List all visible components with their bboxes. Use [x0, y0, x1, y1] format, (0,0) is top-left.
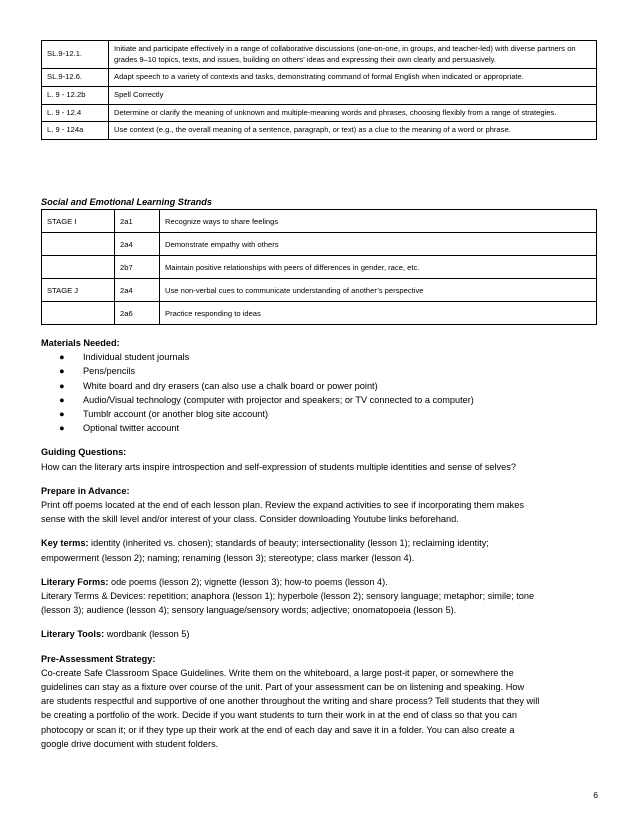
standard-text: Spell Correctly [109, 86, 597, 104]
sel-text: Maintain positive relationships with peers of differences in gender, race, etc. [160, 256, 597, 279]
literary-tools-label: Literary Tools: [41, 629, 105, 640]
literary-tools-text: wordbank (lesson 5) [104, 629, 190, 640]
standard-code: L. 9 - 12.4 [42, 104, 109, 122]
guiding-question: How can the literary arts inspire introspection and self-expression of students multiple identities and sense of selves? [41, 461, 516, 472]
bullet-icon: ● [59, 366, 65, 377]
table-row [42, 302, 597, 325]
list-item-text: Optional twitter account [83, 423, 180, 434]
sel-text: Demonstrate empathy with others [160, 233, 597, 256]
list-item-text: Pens/pencils [83, 366, 136, 377]
sel-text: Practice responding to ideas [160, 302, 597, 325]
standard-text: Use context (e.g., the overall meaning of a sentence, paragraph, or text) as a clue to the meaning of a word or phrase. [109, 122, 597, 140]
lesson-body [41, 336, 601, 751]
literary-devices-line: Literary Terms & Devices: repetition; anaphora (lesson 1); hyperbole (lesson 2); sensory language; metaphor; simile; tone [41, 591, 535, 602]
table-row [42, 256, 597, 279]
pre-assessment-heading: Pre-Assessment Strategy: [41, 653, 156, 664]
bullet-icon: ● [59, 423, 65, 434]
list-item-text: Audio/Visual technology (computer with projector and speakers; or TV connected to a computer) [83, 394, 474, 405]
bullet-icon: ● [59, 409, 65, 420]
standard-code: SL.9-12.6. [42, 69, 109, 87]
sel-stage [42, 233, 115, 256]
pre-assessment-line: google drive document with student folders. [41, 738, 219, 749]
page-number: 6 [593, 790, 598, 800]
materials-heading: Materials Needed: [41, 338, 120, 348]
guiding-heading: Guiding Questions: [41, 447, 127, 458]
list-item [41, 407, 601, 421]
literary-forms-label: Literary Forms: [41, 576, 109, 587]
sel-code: 2b7 [115, 256, 160, 279]
list-item-text: Individual student journals [83, 352, 190, 363]
literary-devices-line: (lesson 3); audience (lesson 4); sensory language/sensory words; adjective; onomatopoeia (lesson 5). [41, 605, 457, 616]
list-item [41, 421, 601, 435]
sel-stage [42, 256, 115, 279]
standard-code: L. 9 - 12.2b [42, 86, 109, 104]
list-item [41, 393, 601, 407]
standard-text: Adapt speech to a variety of contexts and tasks, demonstrating command of formal English when indicated or appropriate. [109, 69, 597, 87]
table-row [42, 233, 597, 256]
list-item [41, 364, 601, 378]
standards-table [41, 40, 597, 140]
table-row [42, 122, 597, 140]
pre-assessment-line: are students respectful and supportive of one another throughout the writing and share process? Tell students that they will [41, 696, 540, 707]
literary-forms-text: ode poems (lesson 2); vignette (lesson 3); how-to poems (lesson 4). [108, 576, 388, 587]
sel-code: 2a4 [115, 233, 160, 256]
sel-code: 2a1 [115, 210, 160, 233]
list-item [41, 350, 601, 364]
key-terms-line: identity (inherited vs. chosen); standards of beauty; intersectionality (lesson 1); reclaiming identity; [88, 538, 489, 549]
key-terms-label: Key terms: [41, 538, 89, 549]
table-row [42, 210, 597, 233]
list-item-text: White board and dry erasers (can also use a chalk board or power point) [83, 380, 378, 391]
sel-section-title: Social and Emotional Learning Strands [41, 197, 213, 207]
pre-assessment-line: be creating a portfolio of the work. Decide if you want students to turn their work in at the end of class so that you can [41, 710, 517, 721]
key-terms-line: empowerment (lesson 2); naming; renaming (lesson 3); stereotype; class marker (lesson 4). [41, 552, 415, 563]
table-row [42, 104, 597, 122]
sel-code: 2a6 [115, 302, 160, 325]
sel-text: Use non-verbal cues to communicate understanding of another’s perspective [160, 279, 597, 302]
standard-code: SL.9-12.1. [42, 41, 109, 69]
standard-text: Determine or clarify the meaning of unknown and multiple-meaning words and phrases, choosing flexibly from a range of strategies. [109, 104, 597, 122]
sel-text: Recognize ways to share feelings [160, 210, 597, 233]
prepare-line: sense with the skill level and/or interest of your class. Consider downloading Youtube links beforehand. [41, 514, 459, 525]
prepare-line: Print off poems located at the end of each lesson plan. Review the expand activities to see if incorporating them makes [41, 500, 524, 511]
prepare-heading: Prepare in Advance: [41, 485, 130, 496]
sel-stage [42, 302, 115, 325]
materials-list [41, 350, 601, 435]
table-row [42, 69, 597, 87]
list-item [41, 379, 601, 393]
bullet-icon: ● [59, 380, 65, 391]
sel-table [41, 209, 597, 325]
table-row [42, 41, 597, 69]
table-row [42, 86, 597, 104]
sel-stage: STAGE I [42, 210, 115, 233]
pre-assessment-line: guidelines can stay as a fixture over course of the unit. Part of your assessment can be on listening and speaking. How [41, 682, 525, 693]
sel-stage: STAGE J [42, 279, 115, 302]
sel-code: 2a4 [115, 279, 160, 302]
standard-code: L. 9 - 124a [42, 122, 109, 140]
pre-assessment-line: Co-create Safe Classroom Space Guidelines. Write them on the whiteboard, a large post-it paper, or somewhere the [41, 667, 514, 678]
bullet-icon: ● [59, 394, 65, 405]
table-row [42, 279, 597, 302]
pre-assessment-line: photocopy or scan it; or if they type up their work at the end of each day and save it in a folder. You can also create a [41, 724, 515, 735]
standard-text: Initiate and participate effectively in a range of collaborative discussions (one-on-one, in groups, and teacher-led) with diverse partners on grades 9–10 topics, texts, and issues, building on others’ ideas and expressing their own clearly and persuasively. [109, 41, 597, 69]
bullet-icon: ● [59, 352, 65, 363]
list-item-text: Tumblr account (or another blog site account) [83, 409, 269, 420]
